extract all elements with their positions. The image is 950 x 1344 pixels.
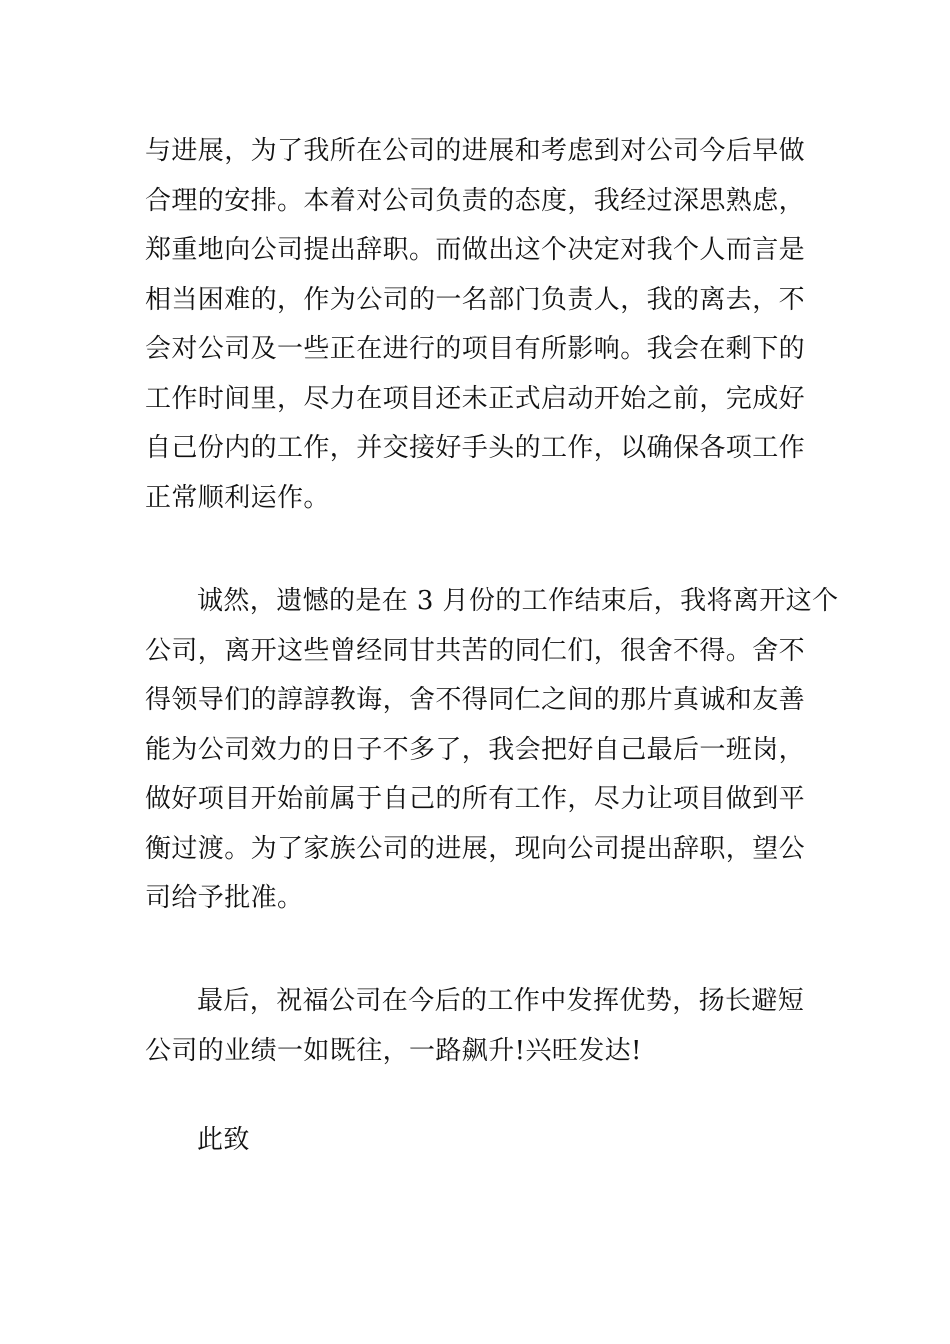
text-line: 合理的安排。本着对公司负责的态度，我经过深思熟虑， [145,185,806,216]
text-line: 公司，离开这些曾经同甘共苦的同仁们，很舍不得。舍不 [145,635,806,666]
text-line: 此致 [197,1125,250,1155]
text-line: 与进展，为了我所在公司的进展和考虑到对公司今后早做 [145,136,806,166]
text-line: 诚然，遗憾的是在 3 月份的工作结束后，我将离开这个 [197,586,839,616]
text-line: 郑重地向公司提出辞职。而做出这个决定对我个人而言是 [145,235,806,265]
text-line: 得领导们的諄諄教诲，舍不得同仁之间的那片真诚和友善 [145,685,806,715]
text-line: 自己份内的工作，并交接好手头的工作，以确保各项工作 [145,433,806,463]
text-line: 会对公司及一些正在进行的项目有所影响。我会在剩下的 [145,334,806,364]
paragraph-resignation-reason [145,127,810,523]
text-line: 公司的业绩一如既往，一路飙升!兴旺发达! [145,1035,642,1066]
paragraph-blessing [145,977,810,1076]
text-line: 衡过渡。为了家族公司的进展，现向公司提出辞职，望公 [145,833,806,864]
text-line: 做好项目开始前属于自己的所有工作，尽力让项目做到平 [145,784,806,814]
paragraph-regret [145,577,839,924]
text-line: 相当困难的，作为公司的一名部门负责人，我的离去，不 [145,284,806,315]
closing-salutation [145,1116,810,1166]
text-line: 工作时间里，尽力在项目还未正式启动开始之前，完成好 [145,383,806,414]
text-line: 司给予批准。 [145,883,304,913]
text-line: 最后，祝福公司在今后的工作中发挥优势，扬长避短 [197,986,805,1016]
text-line: 能为公司效力的日子不多了，我会把好自己最后一班岗， [145,734,806,765]
text-line: 正常顺利运作。 [145,482,330,513]
